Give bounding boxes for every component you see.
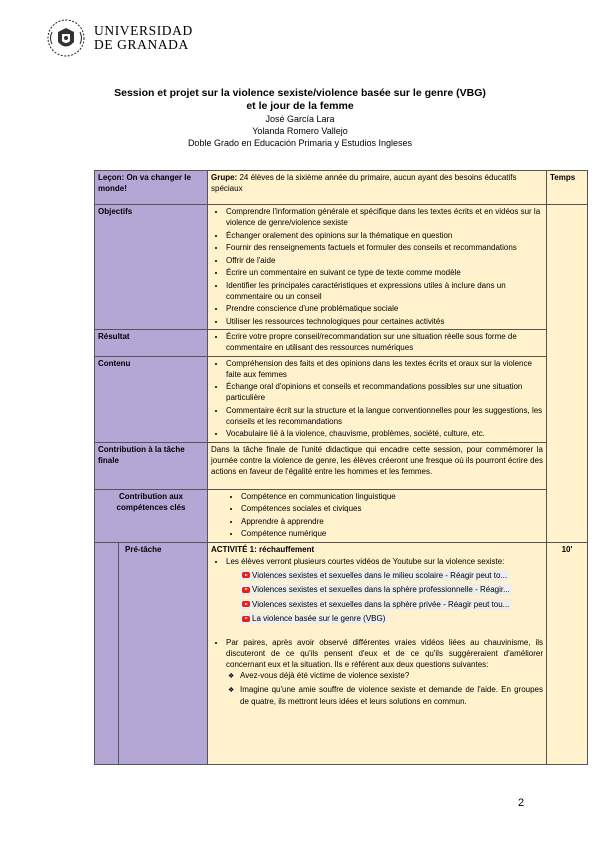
list-item: • Comprendre l'information générale et spécifique dans les textes écrits et en vidéos sur la violence de genre/violence sexiste <box>226 206 543 228</box>
activite-title: ACTIVITÉ 1: réchauffement <box>211 544 315 554</box>
university-crest-icon <box>46 18 86 58</box>
youtube-icon <box>242 572 250 578</box>
list-item: • Écrire un commentaire en suivant ce type de texte comme modèle <box>226 267 543 278</box>
competences-content <box>208 489 547 542</box>
list-item: • Apprendre à apprendre <box>241 516 543 527</box>
list-item: • Prendre conscience d'une problématique sociale <box>226 303 543 314</box>
groupe-cell: Grupe: 24 élèves de la sixième année du primaire, aucun ayant des besoins éducatifs spéciaux <box>208 171 547 205</box>
list-item: • Échange oral d'opinions et conseils et recommandations possibles sur une situation particulière <box>226 381 543 403</box>
time-column-empty <box>547 205 588 543</box>
list-item: • Fournir des renseignements factuels et formuler des conseils et recommandations <box>226 242 543 253</box>
question-item: ❖ Avez-vous déjà été victime de violence sexiste? <box>240 670 543 682</box>
author-1: José García Lara <box>265 114 335 124</box>
time-value: 10' <box>547 542 588 764</box>
contribution-tache-label: Contribution à la tâche finale <box>95 442 208 489</box>
questions-list <box>226 670 543 707</box>
video-link[interactable]: La violence basée sur le genre (VBG) <box>240 612 543 625</box>
list-item: • Utiliser les ressources technologiques pour certaines activités <box>226 316 543 327</box>
university-name-line2: DE GRANADA <box>94 37 189 52</box>
document-title-line1: Session et projet sur la violence sexiste/violence basée sur le genre (VBG) <box>114 87 486 99</box>
pretache-label: Pré-tâche <box>119 542 208 764</box>
pretache-margin-cell <box>95 542 119 764</box>
resultat-label: Résultat <box>95 330 208 357</box>
page-number: 2 <box>518 797 525 809</box>
objectifs-label: Objectifs <box>95 205 208 330</box>
pretache-content <box>208 542 547 764</box>
objectifs-list <box>211 206 543 327</box>
video-link[interactable]: Violences sexistes et sexuelles dans la sphère privée - Réagir peut tou... <box>240 598 543 611</box>
lesson-plan-table <box>94 170 588 765</box>
resultat-content <box>208 330 547 357</box>
contribution-tache-content: Dans la tâche finale de l'unité didactique qui encadre cette session, pour commémorer la journée contre la violence de genre, les élèves créeront une fresque où ils pourront écrire des actions en faveur de l'égalité entre les hommes et les femmes. <box>208 442 547 489</box>
list-item: • Les élèves verront plusieurs courtes vidéos de Youtube sur la violence sexiste: Violences sexistes et sexuelles dans le milieu scolaire - Réagir peut to... Violences sexistes et sexuelles dans la sphère professionnelle - Réagir... Violences sexistes et sexuelles dans la sphère privée - Réagir peut tou... La violence basée sur le genre (VBG) <box>226 556 543 626</box>
title-block <box>0 87 600 149</box>
youtube-icon <box>242 587 250 593</box>
contribution-competences-label: Contribution aux compétences clés <box>95 489 208 542</box>
list-item: • Identifier les principales caractéristiques et expressions utiles à inclure dans un commentaire ou un conseil <box>226 280 543 302</box>
author-2: Yolanda Romero Vallejo <box>252 126 348 136</box>
list-item: • Compréhension des faits et des opinions dans les textes écrits et oraux sur la violence faite aux femmes <box>226 358 543 380</box>
youtube-icon <box>242 616 250 622</box>
list-item: • Commentaire écrit sur la structure et la langue conventionnelles pour les suggestions, les conseils et les recommandations <box>226 405 543 427</box>
list-item: • Écrire votre propre conseil/recommandation sur une situation réelle sous forme de commentaire en utilisant des ressources numériques <box>226 331 543 353</box>
list-item: • Par paires, après avoir observé différentes vraies vidéos liées au chauvinisme, ils discuteront de ce qu'ils pensent d'eux et de ce qu'ils suggèreraient d'améliorer concernant eux et la situation. Ils e référent aux deux questions suivantes: ❖ Avez-vous déjà été victime de violence sexiste? ❖ Imagine qu'une amie souffre de violence sexiste et demande de l'aide. En groupes de quatre, ils mettront leurs idées et leurs solutions en commun. <box>226 637 543 707</box>
list-item: • Vocabulaire lié à la violence, chauvisme, problèmes, société, culture, etc. <box>226 428 543 439</box>
university-name-line1: UNIVERSIDAD <box>94 23 193 38</box>
question-item: ❖ Imagine qu'une amie souffre de violence sexiste et demande de l'aide. En groupes de quatre, ils mettront leurs idées et leurs solutions en commun. <box>240 684 543 707</box>
university-logo <box>46 18 193 58</box>
list-item: • Compétences sociales et civiques <box>241 503 543 514</box>
video-link[interactable]: Violences sexistes et sexuelles dans la sphère professionnelle - Réagir... <box>240 583 543 596</box>
degree: Doble Grado en Educación Primaria y Estudios Ingleses <box>187 138 413 148</box>
contenu-content <box>208 356 547 442</box>
document-title-line2: et le jour de la femme <box>246 100 354 112</box>
video-list <box>226 569 543 626</box>
temps-header: Temps <box>547 171 588 205</box>
list-item: • Offrir de l'aide <box>226 255 543 266</box>
list-item: • Échanger oralement des opinions sur la thématique en question <box>226 230 543 241</box>
list-item: • Compétence en communication linguistique <box>241 491 543 502</box>
youtube-icon <box>242 601 250 607</box>
contenu-label: Contenu <box>95 356 208 442</box>
video-link[interactable]: Violences sexistes et sexuelles dans le milieu scolaire - Réagir peut to... <box>240 569 543 582</box>
objectifs-content <box>208 205 547 330</box>
lecon-cell: Leçon: On va changer le monde! <box>95 171 208 205</box>
list-item: • Compétence numérique <box>241 528 543 539</box>
